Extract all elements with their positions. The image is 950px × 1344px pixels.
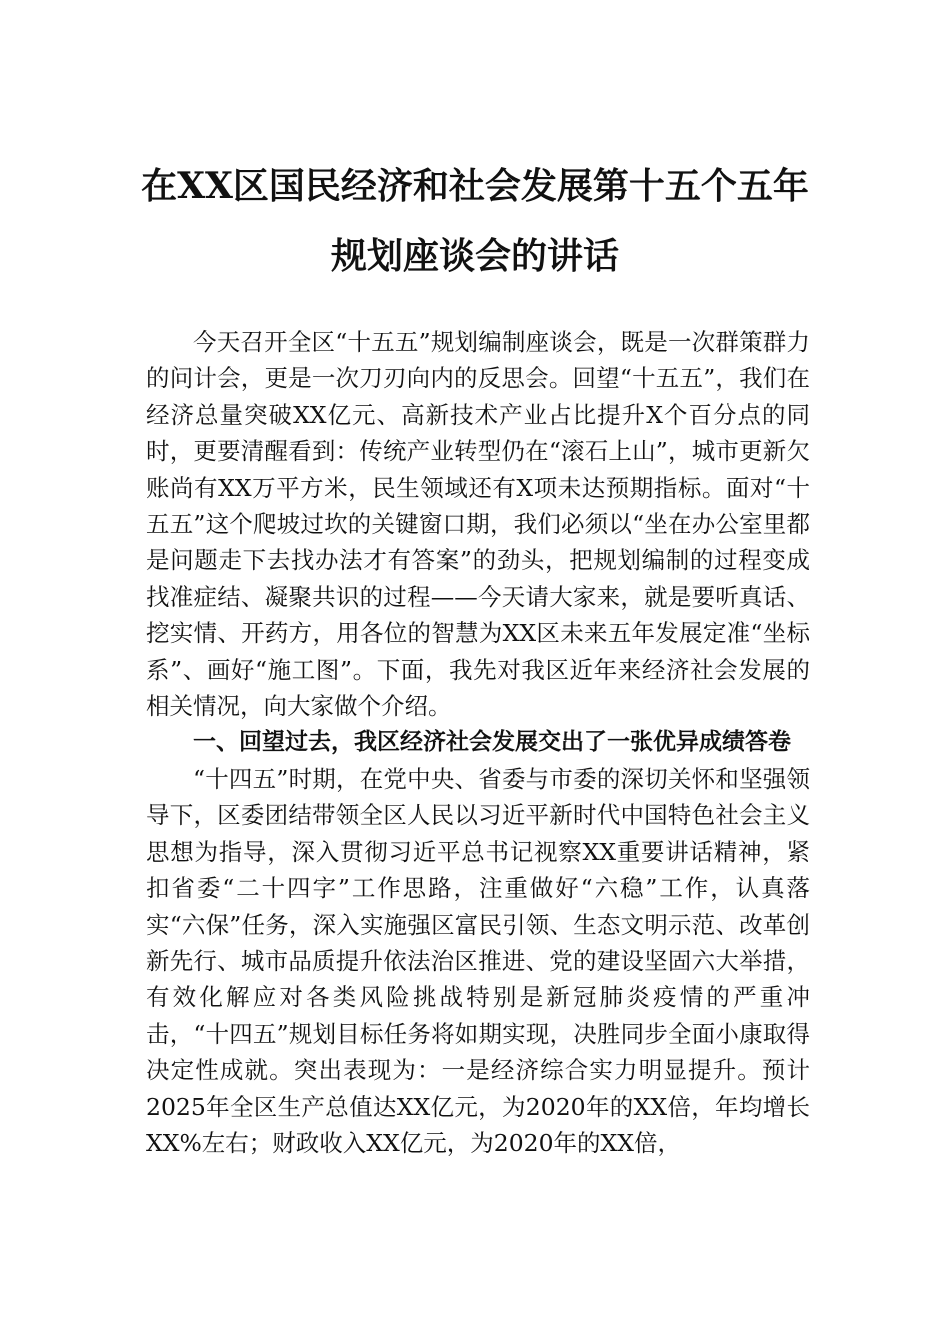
section-heading-1: 一、回望过去，我区经济社会发展交出了一张优异成绩答卷 <box>193 729 791 756</box>
document-title-line-1: 在XX区国民经济和社会发展第十五个五年 <box>141 165 809 207</box>
document-title-line-2: 规划座谈会的讲话 <box>330 235 619 277</box>
opening-paragraph: 今天召开全区“十五五”规划编制座谈会，既是一次群策群力的问计会，更是一次刀刃向内的反思会。回望“十五五”，我们在经济总量突破XX亿元、高新技术产业占比提升X个百分点的同时，更要清醒看到：传统产业转型仍在“滚石上山”，城市更新欠账尚有XX万平方米，民生领域还有X项未达预期指标。面对“十五五”这个爬坡过坎的关键窗口期，我们必须以“坐在办公室里都是问题走下去找办法才有答案”的劲头，把规划编制的过程变成找准症结、凝聚共识的过程——今天请大家来，就是要听真话、挖实情、开药方，用各位的智慧为XX区未来五年发展定准“坐标系”、画好“施工图”。下面，我先对我区近年来经济社会发展的相关情况，向大家做个介绍。 <box>146 328 810 721</box>
review-paragraph: “十四五”时期，在党中央、省委与市委的深切关怀和坚强领导下，区委团结带领全区人民以习近平新时代中国特色社会主义思想为指导，深入贯彻习近平总书记视察XX重要讲话精神，紧扣省委“二十四字”工作思路，注重做好“六稳”工作，认真落实“六保”任务，深入实施强区富民引领、生态文明示范、改革创新先行、城市品质提升依法治区推进、党的建设坚固六大举措，有效化解应对各类风险挑战特别是新冠肺炎疫情的严重冲击，“十四五”规划目标任务将如期实现，决胜同步全面小康取得决定性成就。突出表现为：一是经济综合实力明显提升。预计2025年全区生产总值达XX亿元，为2020年的XX倍，年均增长XX%左右；财政收入XX亿元，为2020年的XX倍， <box>146 764 810 1157</box>
document-body <box>146 324 810 1161</box>
